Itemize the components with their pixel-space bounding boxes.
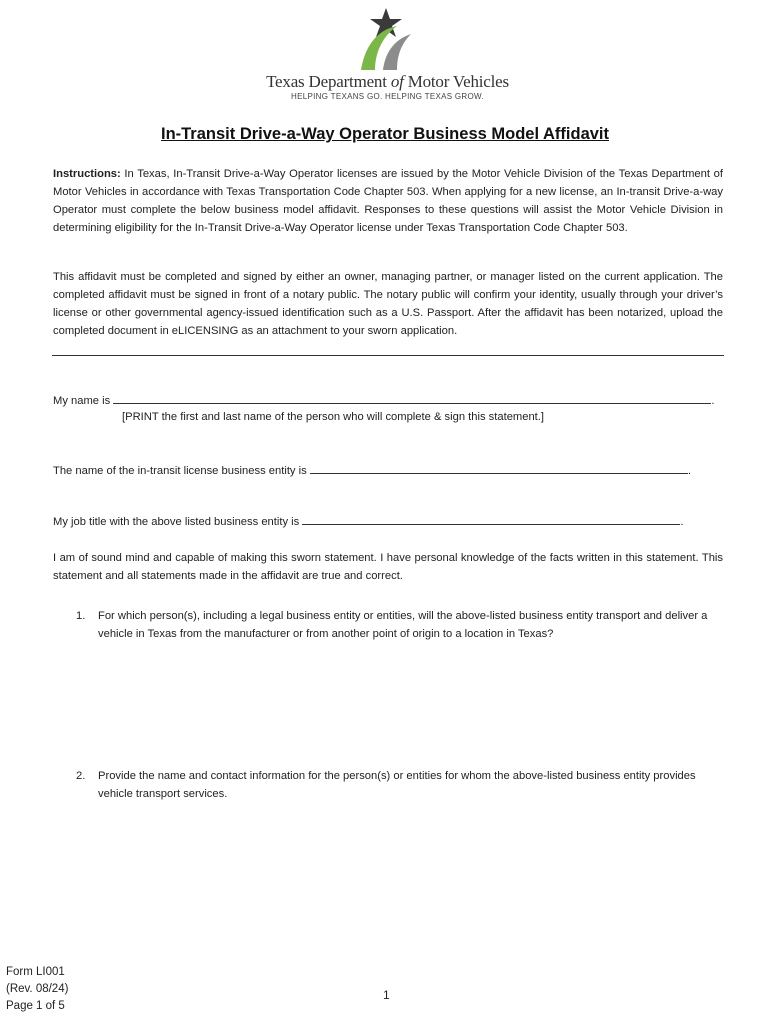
page-of: Page 1 of 5 (6, 1000, 65, 1012)
notary-paragraph: This affidavit must be completed and signed by either an owner, managing partner, or manager listed on the current application. The completed affidavit must be signed in front of a notary public. The notary public will confirm your identity, usually through your driver’s license or other governmental agency-issued identification such as a U.S. Passport. After the affidavit has been notarized, upload the completed document in eLICENSING as an attachment to your sworn application. (53, 271, 723, 337)
question-text: Provide the name and contact information for the person(s) or entities for whom the above-listed business entity provides vehicle transport services. (98, 770, 696, 800)
name-label: My name is (53, 395, 114, 407)
instructions-paragraph (53, 165, 723, 237)
question-number: 2. (76, 770, 86, 782)
job-title-field[interactable] (302, 514, 680, 525)
name-instruction-note: [PRINT the first and last name of the person who will complete & sign this statement.] (122, 411, 545, 423)
form-id: Form LI001 (6, 966, 65, 978)
logo-gray-swoosh (383, 34, 411, 70)
question-1 (76, 607, 716, 643)
document-title: In-Transit Drive-a-Way Operator Business Model Affidavit (160, 125, 610, 143)
page-number: 1 (383, 988, 390, 1002)
entity-line: The name of the in-transit license business entity is . (53, 465, 691, 477)
entity-name-field[interactable] (310, 463, 688, 474)
name-line: My name is . (53, 395, 715, 407)
instructions-label: Instructions: (53, 168, 121, 180)
logo-org-name: Texas Department of Motor Vehicles (266, 72, 509, 91)
question-2 (76, 767, 716, 803)
txdmv-star-swoosh-icon (355, 6, 417, 72)
form-footer (6, 964, 68, 1015)
instructions-text: In Texas, In-Transit Drive-a-Way Operator licenses are issued by the Motor Vehicle Division of the Texas Department of Motor Vehicles in accordance with Texas Transportation Code Chapter 503. When applying for a new license, an In-transit Drive-a-way Operator must complete the below business model affidavit. Responses to these questions will assist the Motor Vehicle Division in determining eligibility for the In-Transit Drive-a-Way Operator license under Texas Transportation Code Chapter 503. (53, 168, 723, 234)
question-1-answer-area[interactable] (76, 650, 716, 760)
sworn-statement: I am of sound mind and capable of making this sworn statement. I have personal knowledge of the facts written in this statement. This statement and all statements made in the affidavit are true and correct. (53, 552, 723, 582)
txdmv-logo (255, 6, 520, 102)
entity-label: The name of the in-transit license business entity is (53, 465, 310, 477)
question-text: For which person(s), including a legal business entity or entities, will the above-listed business entity transport and deliver a vehicle in Texas from the manufacturer or from another point of origin to a location in Texas? (98, 610, 708, 640)
question-number: 1. (76, 610, 86, 622)
logo-tagline: HELPING TEXANS GO. HELPING TEXAS GROW. (291, 92, 484, 101)
form-revision: (Rev. 08/24) (6, 983, 69, 995)
section-divider (52, 355, 724, 356)
job-title-line: My job title with the above listed business entity is . (53, 516, 684, 528)
question-2-answer-area[interactable] (76, 810, 716, 950)
name-field[interactable] (113, 393, 711, 404)
job-title-label: My job title with the above listed business entity is (53, 516, 303, 528)
